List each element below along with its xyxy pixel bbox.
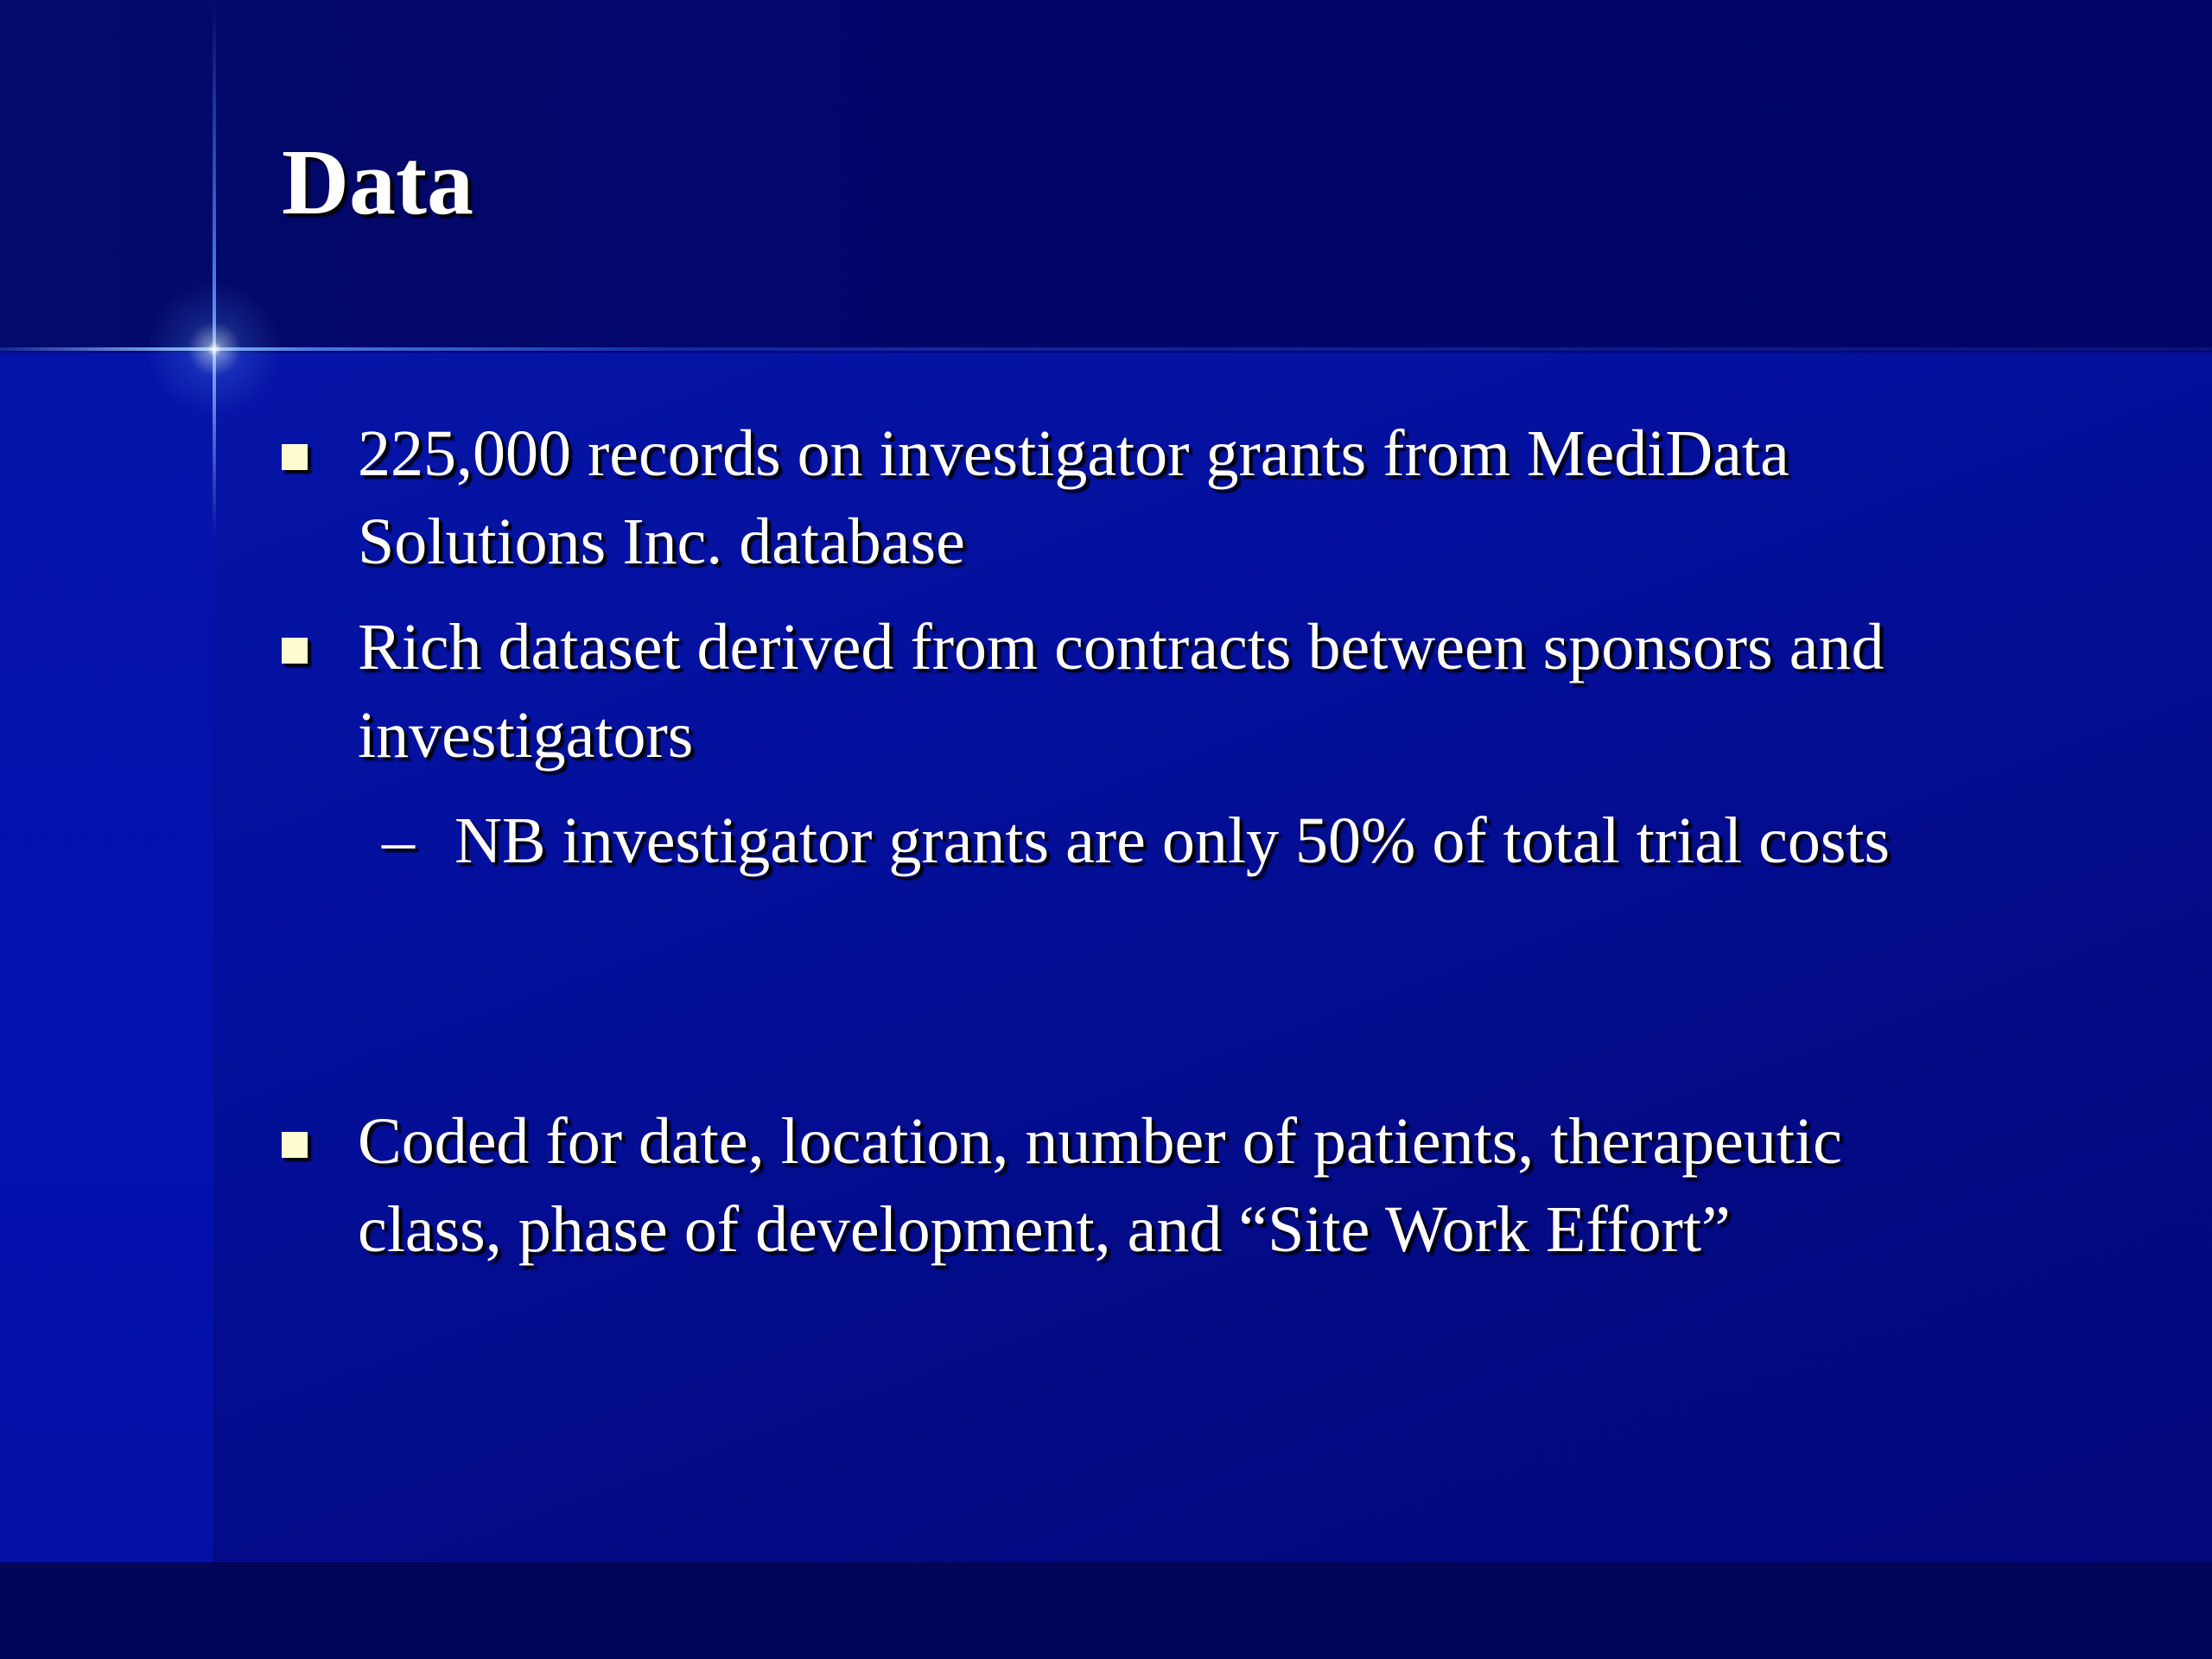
- slide-title: Data: [282, 131, 474, 234]
- square-bullet-icon: [282, 444, 308, 470]
- square-bullet-icon: [282, 638, 308, 664]
- bullet-text: Coded for date, location, number of patients, therapeutic class, phase of development, and “Site Work Effort”: [358, 1105, 1842, 1266]
- dash-marker: –: [382, 804, 415, 877]
- bottom-band: [0, 1562, 2212, 1659]
- sub-bullet-text: NB investigator grants are only 50% of total trial costs: [454, 804, 1891, 877]
- square-bullet-icon: [282, 1132, 308, 1158]
- bullet-text: Rich dataset derived from contracts between sponsors and investigators: [358, 611, 1885, 772]
- left-strip: [0, 353, 213, 1562]
- bullet-text: 225,000 records on investigator grants from MediData Solutions Inc. database: [358, 417, 1789, 578]
- horizontal-light-line: [0, 347, 2212, 351]
- star-glow-icon: [128, 263, 301, 435]
